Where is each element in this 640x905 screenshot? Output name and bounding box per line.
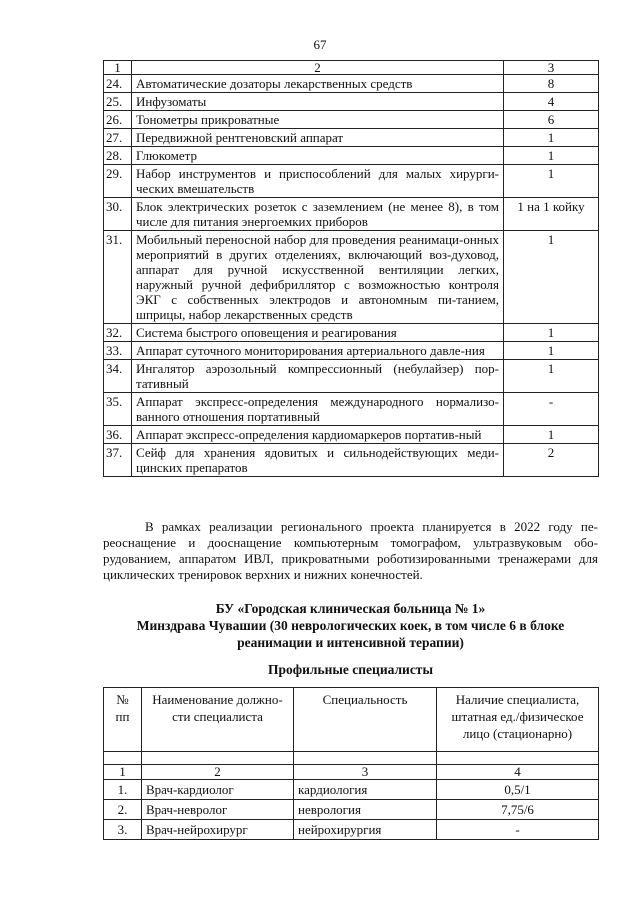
equipment-row	[104, 198, 599, 231]
equipment-name: Тонометры прикроватные	[132, 111, 504, 129]
specialists-header-row	[104, 688, 599, 752]
organization-line-1: БУ «Городская клиническая больница № 1»	[215, 601, 486, 616]
column-number-4: 4	[437, 765, 599, 780]
equipment-value: 1	[504, 324, 599, 342]
equipment-num: 31.	[104, 231, 132, 324]
specialist-availability: -	[437, 820, 599, 840]
specialist-specialty: кардиология	[294, 780, 437, 800]
specialist-specialty: нейрохирургия	[294, 820, 437, 840]
equipment-header-col-2: 2	[132, 61, 504, 75]
organization-title	[103, 600, 598, 651]
equipment-name: Аппарат суточного мониторирования артериального давле-ния	[132, 342, 504, 360]
equipment-name: Автоматические дозаторы лекарственных средств	[132, 75, 504, 93]
equipment-table	[103, 60, 599, 477]
specialist-num: 3.	[104, 820, 142, 840]
equipment-row	[104, 165, 599, 198]
equipment-value: 1 на 1 койку	[504, 198, 599, 231]
equipment-row	[104, 93, 599, 111]
equipment-value: -	[504, 393, 599, 426]
specialist-specialty: неврология	[294, 800, 437, 820]
equipment-name: Мобильный переносной набор для проведения реанимаци-онных мероприятий в других отделениях, включающий воз-духовод, аппарат для ручной искусственной вентиляции легких, наружный ручной дефибриллятор с возможностью контроля ЭКГ с собственных электродов и автономным пи-танием, шприцы, набор лекарственных средств	[132, 231, 504, 324]
specialist-availability: 7,75/6	[437, 800, 599, 820]
organization-line-2: Минздрава Чувашии (30 неврологических коек, в том числе 6 в блоке	[136, 618, 565, 633]
equipment-name: Инфузоматы	[132, 93, 504, 111]
specialist-row	[104, 820, 599, 840]
column-number-2: 2	[142, 765, 294, 780]
equipment-name: Ингалятор аэрозольный компрессионный (небулайзер) пор-тативный	[132, 360, 504, 393]
spacer-row	[104, 752, 599, 765]
equipment-name: Глюкометр	[132, 147, 504, 165]
equipment-value: 8	[504, 75, 599, 93]
equipment-name: Сейф для хранения ядовитых и сильнодействующих меди-цинских препаратов	[132, 444, 504, 477]
equipment-row	[104, 147, 599, 165]
specialist-row	[104, 780, 599, 800]
equipment-num: 35.	[104, 393, 132, 426]
equipment-value: 1	[504, 129, 599, 147]
project-paragraph: В рамках реализации регионального проекта планируется в 2022 году пе-реоснащение и дооснащение компьютерным томографом, ультразвуковым обо-рудованием, аппаратом ИВЛ, прикроватными роботизированными тренажерами для циклических тренировок верхних и нижних конечностей.	[103, 519, 598, 582]
equipment-value: 1	[504, 165, 599, 198]
column-header-availability: Наличие специалиста, штатная ед./физическое лицо (стационарно)	[437, 688, 599, 752]
equipment-num: 32.	[104, 324, 132, 342]
column-number-row	[104, 765, 599, 780]
equipment-value: 1	[504, 426, 599, 444]
page-number: 67	[313, 37, 327, 52]
specialists-table	[103, 687, 599, 840]
specialist-position: Врач-нейрохирург	[142, 820, 294, 840]
equipment-row	[104, 129, 599, 147]
equipment-num: 33.	[104, 342, 132, 360]
organization-line-3: реанимации и интенсивной терапии)	[237, 635, 464, 650]
equipment-value: 1	[504, 147, 599, 165]
equipment-row	[104, 111, 599, 129]
equipment-value: 1	[504, 360, 599, 393]
equipment-header-col-3: 3	[504, 61, 599, 75]
column-number-1: 1	[104, 765, 142, 780]
equipment-name: Передвижной рентгеновский аппарат	[132, 129, 504, 147]
equipment-num: 24.	[104, 75, 132, 93]
equipment-value: 2	[504, 444, 599, 477]
equipment-row	[104, 393, 599, 426]
equipment-num: 28.	[104, 147, 132, 165]
equipment-num: 30.	[104, 198, 132, 231]
column-header-specialty: Специальность	[294, 688, 437, 752]
column-number-3: 3	[294, 765, 437, 780]
equipment-num: 29.	[104, 165, 132, 198]
equipment-name: Аппарат экспресс-определения международного нормализо-ванного отношения портативный	[132, 393, 504, 426]
specialist-num: 2.	[104, 800, 142, 820]
equipment-num: 34.	[104, 360, 132, 393]
equipment-name: Аппарат экспресс-определения кардиомаркеров портатив-ный	[132, 426, 504, 444]
equipment-row	[104, 360, 599, 393]
specialist-availability: 0,5/1	[437, 780, 599, 800]
equipment-num: 37.	[104, 444, 132, 477]
equipment-row	[104, 324, 599, 342]
equipment-name: Система быстрого оповещения и реагирования	[132, 324, 504, 342]
equipment-num: 25.	[104, 93, 132, 111]
specialist-num: 1.	[104, 780, 142, 800]
equipment-row	[104, 342, 599, 360]
equipment-value: 1	[504, 342, 599, 360]
equipment-num: 27.	[104, 129, 132, 147]
specialist-position: Врач-невролог	[142, 800, 294, 820]
equipment-row	[104, 231, 599, 324]
equipment-header-row	[104, 61, 599, 75]
equipment-name: Набор инструментов и приспособлений для малых хирурги-ческих вмешательств	[132, 165, 504, 198]
equipment-name: Блок электрических розеток с заземлением (не менее 8), в том числе для питания энергоемких приборов	[132, 198, 504, 231]
equipment-value: 6	[504, 111, 599, 129]
equipment-value: 4	[504, 93, 599, 111]
column-header-num: № пп	[104, 688, 142, 752]
equipment-row	[104, 444, 599, 477]
equipment-row	[104, 426, 599, 444]
column-header-position: Наименование должно-сти специалиста	[142, 688, 294, 752]
equipment-num: 26.	[104, 111, 132, 129]
equipment-row	[104, 75, 599, 93]
equipment-value: 1	[504, 231, 599, 324]
specialist-row	[104, 800, 599, 820]
equipment-num: 36.	[104, 426, 132, 444]
section-subtitle: Профильные специалисты	[268, 662, 433, 677]
specialist-position: Врач-кардиолог	[142, 780, 294, 800]
equipment-header-col-1: 1	[104, 61, 132, 75]
